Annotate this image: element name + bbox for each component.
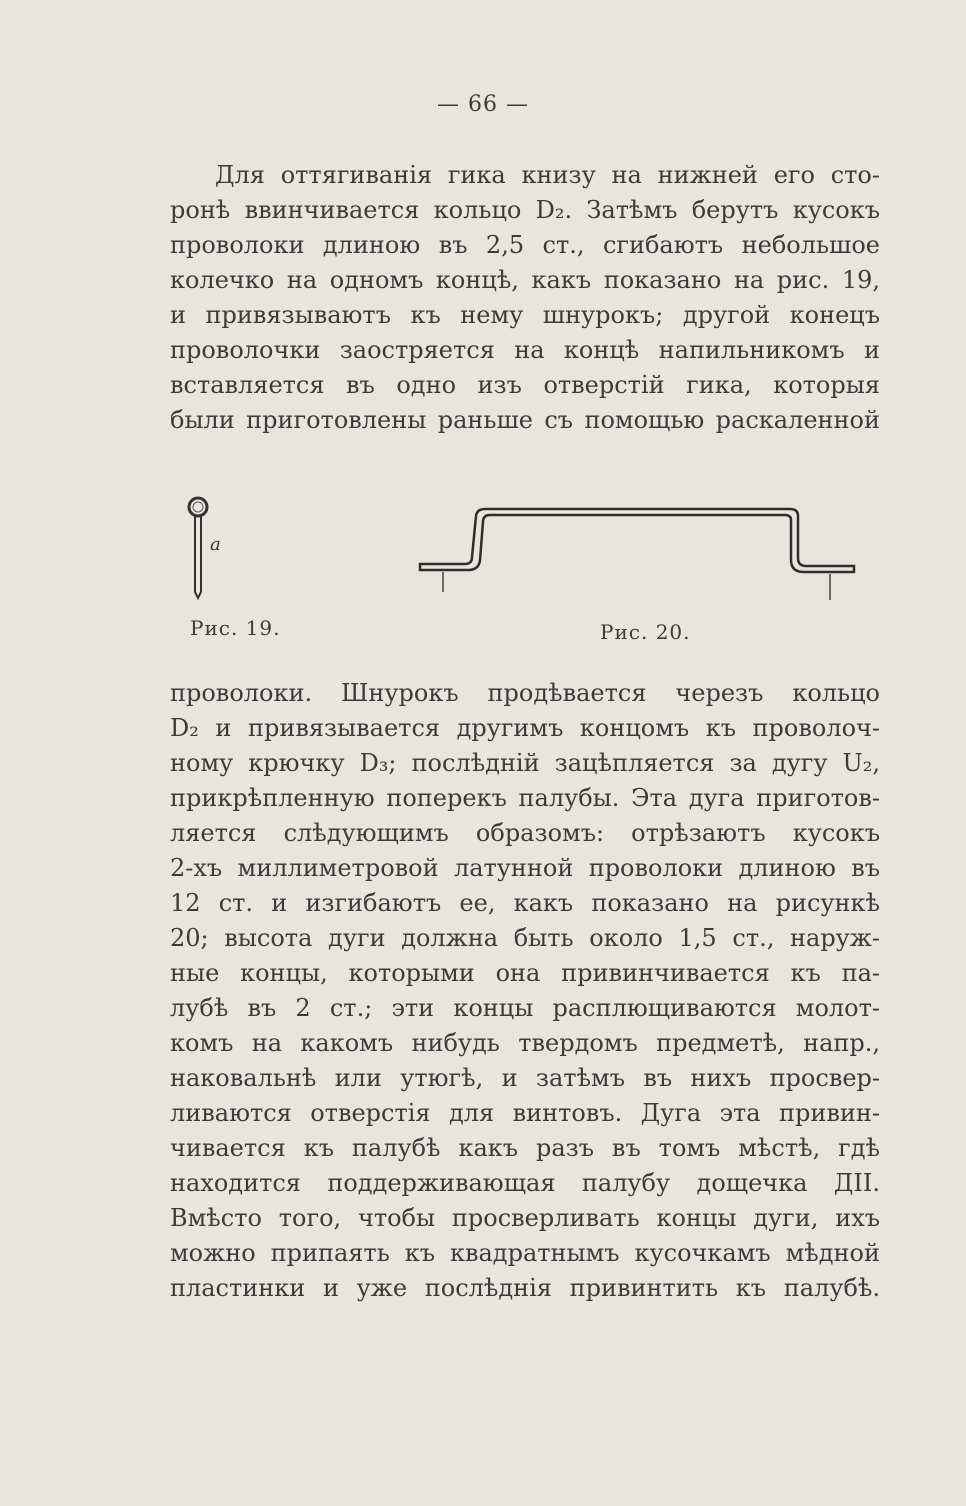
- text-line: ные концы, которыми она привинчивается къ па-: [170, 959, 880, 987]
- paragraph-2: [170, 676, 880, 1306]
- text-line: D₂ и привязывается другимъ концомъ къ проволоч-: [170, 714, 880, 742]
- text-line: чивается къ палубѣ какъ разъ въ томъ мѣстѣ, гдѣ: [170, 1134, 880, 1162]
- text-line: лубѣ въ 2 ст.; эти концы расплющиваются молот-: [170, 994, 880, 1022]
- text-line: пластинки и уже послѣднія привинтить къ палубѣ.: [170, 1274, 880, 1302]
- text-line: и привязываютъ къ нему шнурокъ; другой конецъ: [170, 301, 880, 329]
- text-line: ронѣ ввинчивается кольцо D₂. Затѣмъ берутъ кусокъ: [170, 196, 880, 224]
- text-line: были приготовлены раньше съ помощью раскаленной: [170, 406, 880, 434]
- text-line: прикрѣпленную поперекъ палубы. Эта дуга приготов-: [170, 784, 880, 812]
- text-line: проволоки длиною въ 2,5 ст., сгибаютъ небольшое: [170, 231, 880, 259]
- paragraph-1: [170, 158, 880, 438]
- text-line: можно припаять къ квадратнымъ кусочкамъ мѣдной: [170, 1239, 880, 1267]
- figure-20-caption: Рис. 20.: [600, 620, 691, 644]
- text-line: наковальнѣ или утюгѣ, и затѣмъ въ нихъ просвер-: [170, 1064, 880, 1092]
- text-line: ляется слѣдующимъ образомъ: отрѣзаютъ кусокъ: [170, 819, 880, 847]
- text-line: проволоки. Шнурокъ продѣвается черезъ кольцо: [170, 679, 880, 707]
- text-line: вставляется въ одно изъ отверстій гика, которыя: [170, 371, 880, 399]
- figure-19-label: a: [210, 534, 221, 555]
- text-line: Для оттягиванія гика книзу на нижней его сто-: [215, 161, 880, 189]
- text-line: ливаются отверстія для винтовъ. Дуга эта привин-: [170, 1099, 880, 1127]
- figure-19-caption: Рис. 19.: [190, 616, 281, 640]
- text-line: Вмѣсто того, чтобы просверливать концы дуги, ихъ: [170, 1204, 880, 1232]
- text-line: проволочки заостряется на концѣ напильникомъ и: [170, 336, 880, 364]
- text-line: комъ на какомъ нибудь твердомъ предметѣ, напр.,: [170, 1029, 880, 1057]
- text-line: 2-хъ миллиметровой латунной проволоки длиною въ: [170, 854, 880, 882]
- page-number: — 66 —: [437, 92, 529, 117]
- text-line: колечко на одномъ концѣ, какъ показано на рис. 19,: [170, 266, 880, 294]
- text-line: находится поддерживающая палубу дощечка ДII.: [170, 1169, 880, 1197]
- text-line: 12 ст. и изгибаютъ ее, какъ показано на рисункѣ: [170, 889, 880, 917]
- figure-20-arc: [410, 500, 860, 610]
- text-line: ному крючку D₃; послѣдній зацѣпляется за дугу U₂,: [170, 749, 880, 777]
- text-line: 20; высота дуги должна быть около 1,5 ст., наруж-: [170, 924, 880, 952]
- figure-19-eye-pin: [180, 490, 240, 600]
